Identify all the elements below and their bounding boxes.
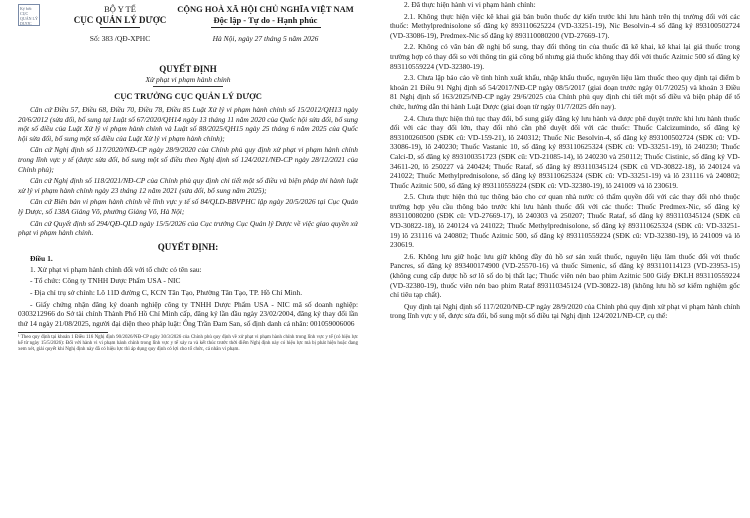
agency-name: CỤC QUẢN LÝ DƯỢC	[73, 15, 167, 25]
decide-heading: QUYẾT ĐỊNH:	[157, 241, 219, 252]
violation-2-3: 2.3. Chưa lập báo cáo về tình hình xuất khẩu, nhập khẩu thuốc, nguyên liệu làm thuốc theo quy định tại điểm b khoản 21 Điều 91 Nghị định số 54/2017/NĐ-CP ngày 08/5/2017 (giai đoạn trước ngày 01/7/2025) và khoản 3 Điều 81 Nghị định số 163/2025/NĐ-CP ngày 29/6/2025 của Chính phủ quy định chi tiết một số điều và biện pháp để tổ chức, hướng dẫn thi hành Luật Dược (giai đoạn từ ngày 01/7/2025 đến nay).	[390, 73, 740, 111]
left-column	[18, 0, 358, 518]
legal-provision-paragraph: Quy định tại Nghị định số 117/2020/NĐ-CP ngày 28/9/2020 của Chính phủ quy định xử phạt vi phạm hành chính trong lĩnh vực y tế, được sửa đổi, bổ sung một số điều tại Nghị định 124/2021/NĐ-CP, cụ thể:	[390, 301, 740, 321]
agency-underline	[100, 27, 140, 28]
republic-name: CỘNG HOÀ XÃ HỘI CHỦ NGHĨA VIỆT NAM	[177, 4, 354, 14]
national-title-block	[168, 4, 358, 44]
legal-basis-5: Căn cứ Quyết định số 294/QĐ-QLD ngày 15/5/2026 của Cục trưởng Cục Quản lý Dược về việc giao quyền xử phạt vi phạm hành chính.	[18, 218, 358, 238]
right-column	[390, 0, 740, 518]
legal-basis-3: Căn cứ Nghị định số 118/2021/NĐ-CP của Chính phủ quy định chi tiết một số điều và biện pháp thi hành luật xử lý vi phạm hành chính ngày 23 tháng 12 năm 2021 (sửa đổi, bổ sung năm 2025);	[18, 176, 358, 195]
issuing-authority: CỤC TRƯỞNG CỤC QUẢN LÝ DƯỢC	[114, 91, 262, 101]
document-date: Hà Nội, ngày 27 tháng 5 năm 2026	[212, 34, 319, 43]
violation-2-1: 2.1. Không thực hiện việc kê khai giá bán buôn thuốc dự kiến trước khi lưu hành trên thị trường đối với các thuốc: Methylprednisolone số đăng ký 893110625224 (VD-33251-19), Nic Besolvin-4 số đăng ký 893100502724 (VD-33086-19), Predmex-Nic số đăng ký 893110080200 (VD-27669-17).	[390, 11, 740, 40]
violation-2-4: 2.4. Chưa thực hiện thủ tục thay đổi, bổ sung giấy đăng ký lưu hành và được phê duyệt trước khi lưu hành thuốc đối với các thay đổi lớn, thay đổi nhỏ cần phê duyệt đối với các thuốc: Thuốc Calcizumindo, số đăng ký 893100260500 (SĐK cũ: VD-159-21), lô 240312; Thuốc Nic Besolvin-4, số đăng ký 893100502724 (SĐK cũ: VD-33086-19), lô 240230; Thuốc Vastanic 10, số đăng ký 893110625324 (SĐK cũ: VD-33251-19), lô 240230; Thuốc Calci-D, số đăng ký 893100351723 (SĐK cũ: VD-21085-14), lô 240230 và 250112; Thuốc Cistinic, số đăng ký VD-34611-20, lô 250227 và 240424; Thuốc Rataf, số đăng ký 893110345124 (SĐK cũ VD-30822-18), lô 240124 và 241022; Thuốc Methylprednisolone, số đăng ký 893110625324 (SĐK cũ: VD-33251-19) và lô 231116 và 240802; Thuốc Azitnic 500, số đăng ký 893110559224 (SĐK cũ: VD-32380-19), lô 241009 và lô 230619.	[390, 113, 740, 190]
organization-address: - Địa chỉ trụ sở chính: Lô 11D đường C, KCN Tân Tạo, Phường Tân Tạo, TP. Hồ Chí Minh.	[30, 287, 303, 297]
national-motto: Độc lập - Tự do - Hạnh phúc	[213, 15, 318, 25]
violation-2-5: 2.5. Chưa thực hiện thủ tục thông báo cho cơ quan nhà nước có thẩm quyền đối với các thay đổi nhỏ thuộc trường hợp yêu cầu thông báo trước khi lưu hành thuốc đối với các thuốc: Thuốc Predmex-Nic, số đăng ký 893110080200 (SĐK cũ: VD-27669-17), lô 240303 và 250207; Thuốc Rataf, số đăng ký 893110345124 (SĐK cũ VD-30822-18), lô 240124 và 241022; Thuốc Methylprednisolone, số đăng ký 893110625324 (SĐK cũ: VD-33251-19) lô 231116 và 240802; Thuốc Azitnic 500, số đăng ký 893110559224 (SĐK cũ: VD-32380-19), lô 241009 và lô 230619.	[390, 192, 740, 250]
legal-basis-4: Căn cứ Biên bản vi phạm hành chính về lĩnh vực y tế số 84/QLD-BBVPHC lập ngày 20/5/2026 tại Cục Quản lý Dược, số 138A Giảng Võ, phường Giảng Võ, Hà Nội;	[18, 197, 358, 216]
document-number: Số: 383 /QĐ-XPHC	[89, 34, 151, 43]
violation-2-6: 2.6. Không lưu giữ hoặc lưu giữ không đầy đủ hồ sơ sản xuất thuốc, nguyên liệu làm thuốc đối với thuốc Pancres, số đăng ký 893400174900 (VD-25570-16) và thuốc Simenic, số đăng ký 893110114123 (VD-23953-15) (không cung cấp được hồ sơ lô số do bị thất lạc; Thuốc viên nén bao phim Azitnic 500 Giấy ĐKLH 893110559224 (VD-32380-19), thuốc viên nén bao phim Rataf 893110345124 (VD-30822-18) (không lưu hồ sơ kiểm nghiệm gốc chỉ tiêu tạp chất).	[390, 251, 740, 300]
motto-underline	[211, 27, 321, 28]
footnote: ¹ Theo quy định tại khoản 1 Điều 116 Nghị định 90/2026/NĐ-CP ngày 30/3/2026 của Chính phủ quy định về xử phạt vi phạm hành chính trong lĩnh vực y tế (có hiệu lực kể từ ngày 15/5/2026): Đối với hành vi vi phạm hành chính trong lĩnh vực y tế xảy ra và kết thúc trước thời điểm Nghị định này có hiệu lực mà bị phát hiện hoặc đang xem xét, giải quyết khi Nghị định này đã có hiệu lực thì áp dụng quy định có lợi cho tổ chức, cá nhân vi phạm.	[18, 335, 358, 353]
legal-basis-1: Căn cứ Điều 57, Điều 68, Điều 70, Điều 78, Điều 85 Luật Xử lý vi phạm hành chính số 15/2012/QH13 ngày 20/6/2012 (sửa đổi, bổ sung tại Luật số 67/2020/QH14 ngày 13 tháng 11 năm 2020 của Quốc hội sửa đổi, bổ sung một số điều của Luật Xử lý vi phạm hành chính và Luật số 88/2025/QH15 ngày 25 tháng 6 năm 2025 của Quốc hội sửa đổi, bổ sung một số điều của Luật Xử lý vi phạm hành chính);	[18, 105, 358, 143]
article-1-heading: Điều 1.	[30, 253, 53, 263]
sanction-target-intro: 1. Xử phạt vi phạm hành chính đối với tổ chức có tên sau:	[30, 264, 202, 274]
decision-subtitle: Xử phạt vi phạm hành chính	[145, 75, 231, 84]
business-registration: - Giấy chứng nhận đăng ký doanh nghiệp công ty TNHH Dược Phẩm USA - NIC mã số doanh nghiệp: 0303212966 do Sở tài chính Thành Phố Hồ Chí Minh cấp, đăng ký lần đầu ngày 23/02/2004, đăng ký thay đổi lần thứ 14 ngày 21/08/2025, người đại diện theo pháp luật: Ông Trần Đam San, số định danh cá nhân: 001059006006	[18, 299, 358, 328]
issuing-agency-block	[60, 4, 180, 44]
title-divider	[153, 86, 223, 87]
document-header	[18, 0, 358, 62]
digital-signature-stamp: Ký bởi: CỤC QUẢN LÝ DƯỢC	[18, 4, 40, 26]
decision-title: QUYẾT ĐỊNH	[159, 64, 217, 74]
violation-heading: 2. Đã thực hiện hành vi vi phạm hành chính:	[404, 0, 536, 9]
legal-basis-2: Căn cứ Nghị định số 117/2020/NĐ-CP ngày 28/9/2020 của Chính phủ quy định xử phạt vi phạm hành chính trong lĩnh vực y tế (được sửa đổi, bổ sung một số điều theo Nghị định số 124/2021/NĐ-CP ngày 28/12/2021 của Chính phủ);	[18, 145, 358, 174]
ministry-name: BỘ Y TẾ	[104, 4, 136, 14]
violation-2-2: 2.2. Không có văn bản đề nghị bổ sung, thay đổi thông tin của thuốc đã kê khai, kê khai lại giá thuốc trong trường hợp có thay đổi so với thông tin giá công bố nhưng giá thuốc không thay đổi với thuốc Azitnic 500 số đăng ký 893110559224 (VD-32380-19).	[390, 42, 740, 71]
organization-name: - Tổ chức: Công ty TNHH Dược Phẩm USA - NIC	[30, 276, 181, 286]
footnote-divider	[18, 332, 108, 333]
